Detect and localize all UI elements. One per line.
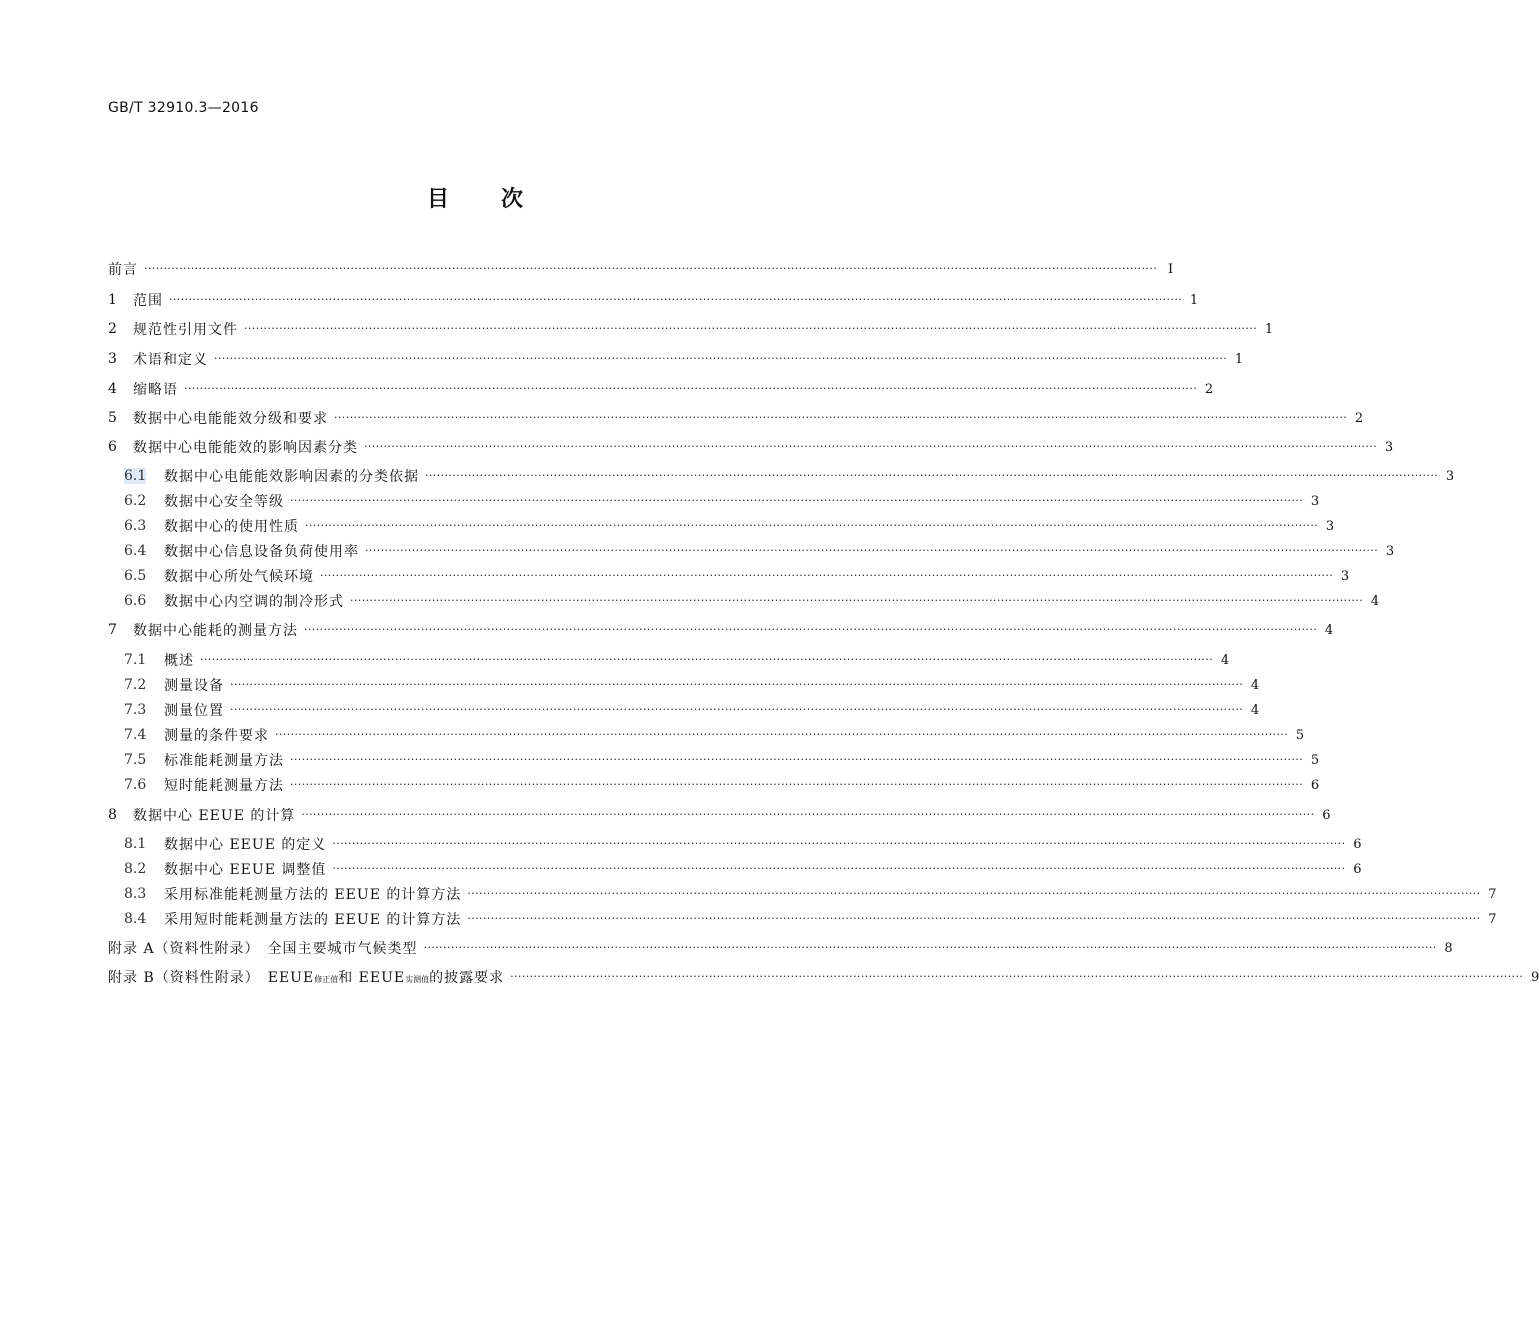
toc-entry-page: 6	[1353, 861, 1362, 877]
toc-entry[interactable]	[108, 590, 1380, 612]
toc-entry-number: 6.5	[124, 568, 147, 584]
toc-entry[interactable]	[108, 289, 1199, 311]
toc-entry-number: 7.1	[124, 652, 147, 668]
toc-label-part: 的披露要求	[429, 970, 505, 986]
toc-entry[interactable]	[108, 565, 1350, 587]
toc-entry-page: 2	[1354, 410, 1364, 426]
toc-entry-number: 6.2	[124, 493, 147, 509]
toc-entry-label: 数据中心能耗的测量方法	[133, 623, 298, 639]
toc-entry[interactable]	[108, 258, 1174, 280]
toc-entry-page: 6	[1353, 836, 1362, 852]
toc-entry[interactable]	[108, 436, 1394, 458]
toc-entry-number: 8.1	[124, 836, 147, 852]
toc-entry-label: 数据中心 EEUE 的计算	[133, 808, 296, 824]
toc-leader-dots: ····································································································································································································································································	[332, 837, 1346, 850]
toc-entry-label: 数据中心电能能效分级和要求	[133, 411, 328, 427]
toc-entry-page: 2	[1204, 381, 1214, 397]
toc-leader-dots: ····································································································································································································································································	[510, 970, 1524, 983]
toc-entry-page: 3	[1385, 543, 1395, 559]
toc-entry-page: 3	[1310, 493, 1320, 509]
toc-entry-label: 规范性引用文件	[133, 322, 238, 338]
toc-entry[interactable]	[108, 378, 1214, 400]
toc-entry-number: 6	[108, 439, 117, 455]
toc-leader-dots: ····································································································································································································································································	[304, 623, 1318, 636]
toc-entry-number: 6.3	[124, 518, 147, 534]
toc-entry-page: 5	[1295, 727, 1305, 743]
toc-entry-label: 范围	[133, 293, 163, 309]
toc-entry-label: 数据中心 EEUE 调整值	[164, 862, 327, 878]
toc-entry-label: 术语和定义	[133, 352, 208, 368]
toc-leader-dots: ····································································································································································································································································	[301, 808, 1315, 821]
toc-entry-page: 3	[1325, 518, 1335, 534]
toc-entry-number: 8	[108, 807, 117, 823]
toc-leader-dots: ····································································································································································································································································	[423, 941, 1437, 954]
toc-entry-page: 3	[1445, 468, 1455, 484]
toc-entry-label: 缩略语	[133, 382, 178, 398]
toc-leader-dots: ····································································································································································································································································	[200, 653, 1214, 666]
toc-entry-page: 4	[1324, 622, 1334, 638]
toc-entry[interactable]	[108, 966, 1539, 988]
toc-entry-number: 4	[108, 381, 117, 397]
toc-leader-dots: ····································································································································································································································································	[290, 753, 1304, 766]
toc-entry[interactable]	[108, 407, 1364, 429]
toc-entry[interactable]	[108, 749, 1320, 771]
toc-leader-dots: ····································································································································································································································································	[214, 352, 1228, 365]
title-char-1: 目	[426, 187, 449, 212]
toc-leader-dots: ····································································································································································································································································	[467, 887, 1481, 900]
toc-entry-page: 8	[1444, 940, 1453, 956]
toc-entry[interactable]	[108, 348, 1244, 370]
toc-entry-page: 4	[1370, 593, 1380, 609]
toc-entry-label: 数据中心的使用性质	[164, 519, 299, 535]
toc-entry-page: 4	[1220, 652, 1230, 668]
toc-entry[interactable]	[108, 515, 1335, 537]
toc-label-part: 附录 B（资料性附录） EEUE	[108, 970, 315, 986]
toc-entry-label: 数据中心 EEUE 的定义	[164, 837, 327, 853]
toc-entry[interactable]	[108, 833, 1362, 855]
toc-leader-dots: ····································································································································································································································································	[320, 569, 1334, 582]
toc-entry[interactable]	[108, 465, 1455, 487]
toc-entry-number: 6.6	[124, 593, 147, 609]
toc-entry[interactable]	[108, 490, 1320, 512]
toc-entry-label: 附录 A（资料性附录） 全国主要城市气候类型	[108, 941, 418, 957]
toc-entry-number: 1	[108, 292, 117, 308]
toc-leader-dots: ····································································································································································································································································	[290, 494, 1304, 507]
toc-entry-number: 3	[108, 351, 117, 367]
toc-entry-number: 2	[108, 321, 117, 337]
toc-leader-dots: ····································································································································································································································································	[334, 411, 1348, 424]
toc-entry-number: 7.2	[124, 677, 147, 693]
toc-entry[interactable]	[108, 724, 1305, 746]
toc-label-part: 和 EEUE	[338, 970, 406, 986]
toc-entry-label: 数据中心电能能效的影响因素分类	[133, 440, 358, 456]
toc-entry-number: 8.3	[124, 886, 147, 902]
toc-entry-number: 7.6	[124, 777, 147, 793]
toc-entry[interactable]	[108, 937, 1453, 959]
toc-entry[interactable]	[108, 804, 1331, 826]
toc-entry-number: 6.1	[124, 468, 147, 484]
toc-entry-page: 1	[1234, 351, 1244, 367]
toc-leader-dots: ····································································································································································································································································	[184, 382, 1198, 395]
toc-entry-page: 7	[1488, 911, 1497, 927]
toc-entry-number: 8.2	[124, 861, 147, 877]
toc-leader-dots: ····································································································································································································································································	[364, 440, 1378, 453]
toc-entry-label: 数据中心信息设备负荷使用率	[164, 544, 359, 560]
toc-entry-label: 概述	[164, 653, 194, 669]
toc-entry-number: 7	[108, 622, 117, 638]
title-char-2: 次	[501, 187, 524, 212]
toc-entry-page: 6	[1322, 807, 1331, 823]
toc-leader-dots: ····································································································································································································································································	[230, 703, 1244, 716]
toc-entry-label: 测量位置	[164, 703, 224, 719]
toc-entry-number: 8.4	[124, 911, 147, 927]
toc-entry-number: 6.4	[124, 543, 147, 559]
toc-leader-dots: ····································································································································································································································································	[467, 912, 1481, 925]
toc-entry-page: 6	[1310, 777, 1320, 793]
toc-entry[interactable]	[108, 699, 1260, 721]
toc-leader-dots: ····································································································································································································································································	[244, 322, 1258, 335]
toc-entry-label: 数据中心电能能效影响因素的分类依据	[164, 469, 419, 485]
toc-entry-number: 5	[108, 410, 117, 426]
toc-entry-label: 测量设备	[164, 678, 224, 694]
toc-leader-dots: ····································································································································································································································································	[350, 594, 1364, 607]
toc-entry-label: 数据中心安全等级	[164, 494, 284, 510]
toc-entry-number: 7.3	[124, 702, 147, 718]
toc-label-subscript: 实测值	[405, 975, 430, 984]
toc-entry-page: 1	[1264, 321, 1274, 337]
toc-entry-page: 9	[1530, 969, 1539, 985]
toc-leader-dots: ····································································································································································································································································	[275, 728, 1289, 741]
toc-leader-dots: ····································································································································································································································································	[144, 262, 1158, 275]
page-title	[0, 182, 950, 213]
toc-entry-label: 短时能耗测量方法	[164, 778, 284, 794]
toc-entry-number: 7.5	[124, 752, 147, 768]
toc-entry-label: 数据中心内空调的制冷形式	[164, 594, 344, 610]
toc-entry[interactable]	[108, 649, 1230, 671]
toc-entry[interactable]	[108, 540, 1395, 562]
toc-entry-label: 标准能耗测量方法	[164, 753, 284, 769]
toc-entry-page: 3	[1340, 568, 1350, 584]
toc-entry[interactable]	[108, 774, 1320, 796]
toc-leader-dots: ····································································································································································································································································	[230, 678, 1244, 691]
standard-code: GB/T 32910.3—2016	[108, 100, 259, 116]
toc-entry-label	[108, 967, 510, 987]
toc-entry[interactable]	[108, 318, 1274, 340]
toc-entry-label: 数据中心所处气候环境	[164, 569, 314, 585]
toc-entry[interactable]	[108, 908, 1497, 930]
toc-leader-dots: ····································································································································································································································································	[425, 469, 1439, 482]
toc-entry[interactable]	[108, 858, 1362, 880]
toc-leader-dots: ····································································································································································································································································	[305, 519, 1319, 532]
toc-entry-page: 7	[1488, 886, 1497, 902]
toc-entry[interactable]	[108, 619, 1334, 641]
toc-leader-dots: ····································································································································································································································································	[290, 778, 1304, 791]
toc-leader-dots: ····································································································································································································································································	[332, 862, 1346, 875]
toc-entry-page: Ⅰ	[1167, 261, 1174, 277]
toc-entry-page: 4	[1250, 702, 1260, 718]
toc-entry-label: 采用短时能耗测量方法的 EEUE 的计算方法	[164, 912, 462, 928]
toc-entry-page: 3	[1384, 439, 1394, 455]
toc-entry-page: 1	[1189, 292, 1199, 308]
toc-leader-dots: ····································································································································································································································································	[365, 544, 1379, 557]
toc-leader-dots: ····································································································································································································································································	[169, 293, 1183, 306]
toc-entry-label: 前言	[108, 262, 138, 278]
toc-entry[interactable]	[108, 883, 1497, 905]
toc-entry-page: 4	[1250, 677, 1260, 693]
toc-entry-number: 7.4	[124, 727, 147, 743]
toc-entry[interactable]	[108, 674, 1260, 696]
toc-label-subscript: 修正值	[314, 975, 339, 984]
toc-entry-label: 测量的条件要求	[164, 728, 269, 744]
toc-entry-label: 采用标准能耗测量方法的 EEUE 的计算方法	[164, 887, 462, 903]
toc-entry-page: 5	[1310, 752, 1320, 768]
